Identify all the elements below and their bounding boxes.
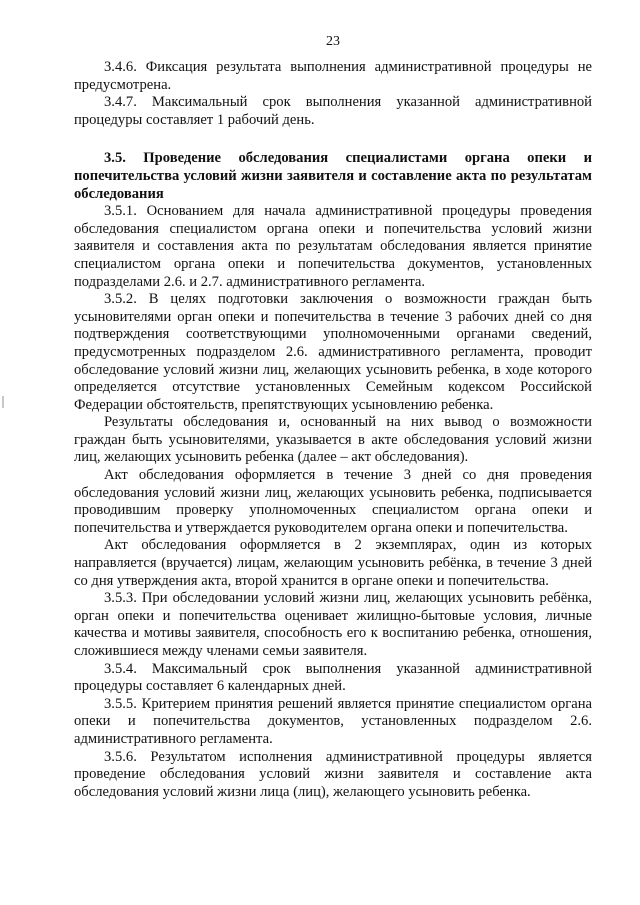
paragraph-3-5-3: 3.5.3. При обследовании условий жизни лиц, желающих усыновить ребёнка, орган опеки и попечительства оценивает жилищно-бытовые условия, личные качества и мотивы заявителя, способность его к воспитанию ребенка, отношения, сложившиеся между членами семьи заявителя. xyxy=(74,590,592,659)
section-heading-3-5: 3.5. Проведение обследования специалистами органа опеки и попечительства условий жизни заявителя и составление акта по результатам обследования xyxy=(74,150,592,202)
paragraph-inspection-results: Результаты обследования и, основанный на них вывод о возможности граждан быть усыновителями, указывается в акте обследования условий жизни лиц, желающих усыновить ребенка (далее – акт обследования). xyxy=(74,414,592,466)
paragraph-3-4-7: 3.4.7. Максимальный срок выполнения указанной административной процедуры составляет 1 рабочий день. xyxy=(74,94,592,128)
paragraph-3-5-6: 3.5.6. Результатом исполнения административной процедуры является проведение обследования условий жизни заявителя и составление акта обследования условий жизни лица (лиц), желающего усыновить ребенка. xyxy=(74,748,592,800)
paragraph-3-5-5: 3.5.5. Критерием принятия решений является принятие специалистом органа опеки и попечительства документов, установленных подразделом 2.6. административного регламента. xyxy=(74,695,592,747)
paragraph-act-copies: Акт обследования оформляется в 2 экземплярах, один из которых направляется (вручается) лицам, желающим усыновить ребёнка, в течение 3 дней со дня утверждения акта, второй хранится в органе опеки и попечительства. xyxy=(74,537,592,589)
paragraph-act-preparation: Акт обследования оформляется в течение 3 дней со дня проведения обследования условий жизни лиц, желающих усыновить ребенка, подписывается проводившим проверку уполномоченных специалистом органа опеки и попечительства и утверждается руководителем органа опеки и попечительства. xyxy=(74,467,592,536)
scan-edge-mark xyxy=(2,396,4,408)
paragraph-3-4-6: 3.4.6. Фиксация результата выполнения административной процедуры не предусмотрена. xyxy=(74,59,592,93)
paragraph-3-5-2: 3.5.2. В целях подготовки заключения о возможности граждан быть усыновителями орган опеки и попечительства в течение 3 рабочих дней со дня подтверждения соответствующими уполномоченными органами сведений, предусмотренных подразделом 2.6. административного регламента, проводит обследование условий жизни лиц, желающих усыновить ребенка, в ходе которого определяется отсутствие установленных Семейным кодексом Российской Федерации обстоятельств, препятствующих усыновлению ребенка. xyxy=(74,291,592,413)
page-number: 23 xyxy=(326,34,340,49)
paragraph-3-5-4: 3.5.4. Максимальный срок выполнения указанной административной процедуры составляет 6 календарных дней. xyxy=(74,660,592,695)
paragraph-3-5-1: 3.5.1. Основанием для начала административной процедуры проведения обследования специалистом органа опеки и попечительства условий жизни заявителя и составления акта по результатам обследования является принятие специалистом органа опеки и попечительства документов, установленных подразделами 2.6. и 2.7. административного регламента. xyxy=(74,203,592,290)
